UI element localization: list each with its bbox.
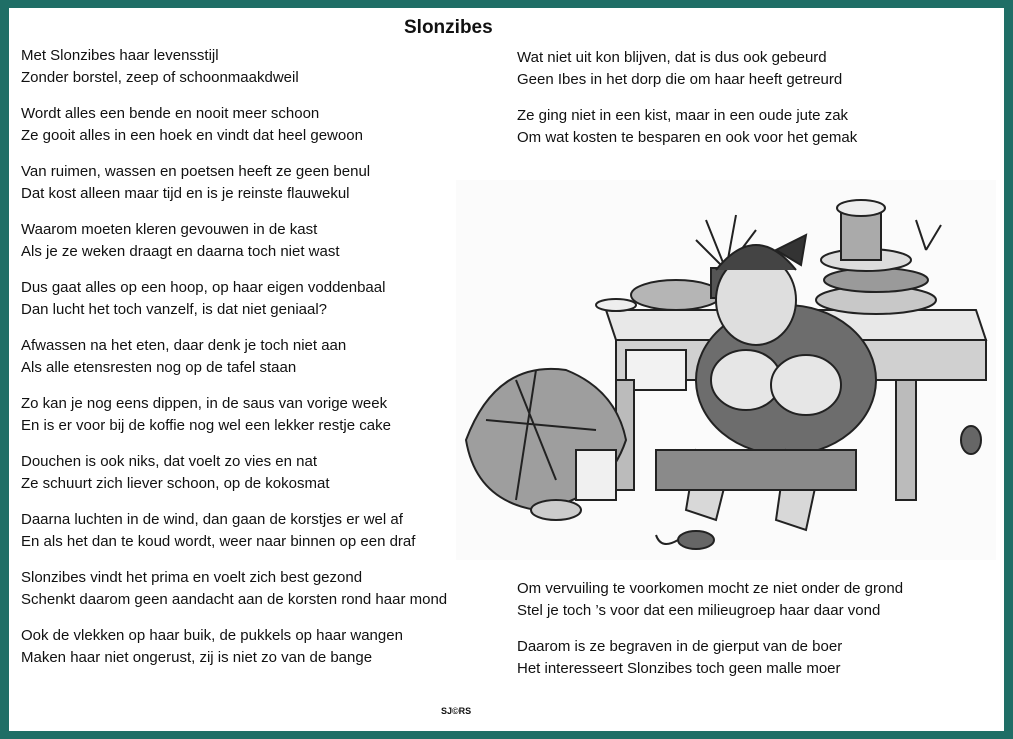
stanza (21, 277, 501, 320)
poem-line: Van ruimen, wassen en poetsen heeft ze geen benul (21, 163, 371, 180)
stanza (21, 335, 501, 378)
poem-page (9, 8, 1004, 731)
poem-line: Ze gooit alles in een hoek en vindt dat heel gewoon (21, 126, 363, 144)
poem-title: Slonzibes (404, 17, 493, 38)
stanza (517, 105, 997, 148)
poem-line: Daarna luchten in de wind, dan gaan de korstjes er wel af (21, 511, 403, 528)
stanza (21, 45, 501, 88)
poem-line: Dus gaat alles op een hoop, op haar eigen voddenbaal (21, 279, 386, 296)
poem-line: Waarom moeten kleren gevouwen in de kast (21, 221, 318, 238)
stanza (21, 451, 501, 494)
stanza (21, 103, 501, 146)
stanza (21, 567, 501, 610)
poem-line: Om vervuiling te voorkomen mocht ze niet onder de grond (517, 580, 904, 597)
poem-line: Schenkt daarom geen aandacht aan de korsten rond haar mond (21, 590, 448, 608)
stanza (517, 47, 997, 90)
signature: SJ©RS (441, 706, 472, 716)
poem-line: Het interesseert Slonzibes toch geen malle moer (517, 659, 841, 677)
poem-line: En als het dan te koud wordt, weer naar binnen op een draf (21, 532, 416, 550)
stanza (517, 636, 997, 679)
poem-line: Wat niet uit kon blijven, dat is dus ook gebeurd (517, 49, 827, 66)
poem-line: Ze schuurt zich liever schoon, op de kokosmat (21, 474, 330, 492)
stanza (21, 219, 501, 262)
poem-line: Douchen is ook niks, dat voelt zo vies en nat (21, 453, 318, 470)
stanza (21, 509, 501, 552)
poem-line: Maken haar niet ongerust, zij is niet zo van de bange (21, 648, 373, 666)
poem-line: Ook de vlekken op haar buik, de pukkels op haar wangen (21, 627, 403, 644)
poem-line: Zo kan je nog eens dippen, in de saus van vorige week (21, 395, 388, 412)
left-column (21, 45, 501, 683)
poem-line: Om wat kosten te besparen en ook voor het gemak (517, 128, 858, 146)
right-column-bottom (517, 578, 997, 694)
right-column-top (517, 47, 997, 163)
poem-line: Als alle etensresten nog op de tafel staan (21, 358, 297, 376)
stanza (517, 578, 997, 621)
poem-line: En is er voor bij de koffie nog wel een lekker restje cake (21, 416, 391, 434)
poem-line: Als je ze weken draagt en daarna toch niet wast (21, 242, 340, 260)
poem-line: Dat kost alleen maar tijd en is je reinste flauwekul (21, 184, 350, 202)
poem-line: Dan lucht het toch vanzelf, is dat niet geniaal? (21, 300, 328, 318)
poem-line: Wordt alles een bende en nooit meer schoon (21, 105, 320, 122)
poem-line: Slonzibes vindt het prima en voelt zich best gezond (21, 569, 363, 586)
stanza (21, 393, 501, 436)
poem-line: Daarom is ze begraven in de gierput van de boer (517, 638, 843, 655)
poem-line: Met Slonzibes haar levensstijl (21, 47, 219, 64)
cartoon-illustration (456, 180, 996, 560)
stanza (21, 625, 501, 668)
poem-line: Stel je toch ’s voor dat een milieugroep haar daar vond (517, 601, 881, 619)
stanza (21, 161, 501, 204)
poem-line: Zonder borstel, zeep of schoonmaakdweil (21, 68, 299, 86)
poem-line: Afwassen na het eten, daar denk je toch niet aan (21, 337, 347, 354)
poem-line: Geen Ibes in het dorp die om haar heeft getreurd (517, 70, 843, 88)
poem-line: Ze ging niet in een kist, maar in een oude jute zak (517, 107, 849, 124)
